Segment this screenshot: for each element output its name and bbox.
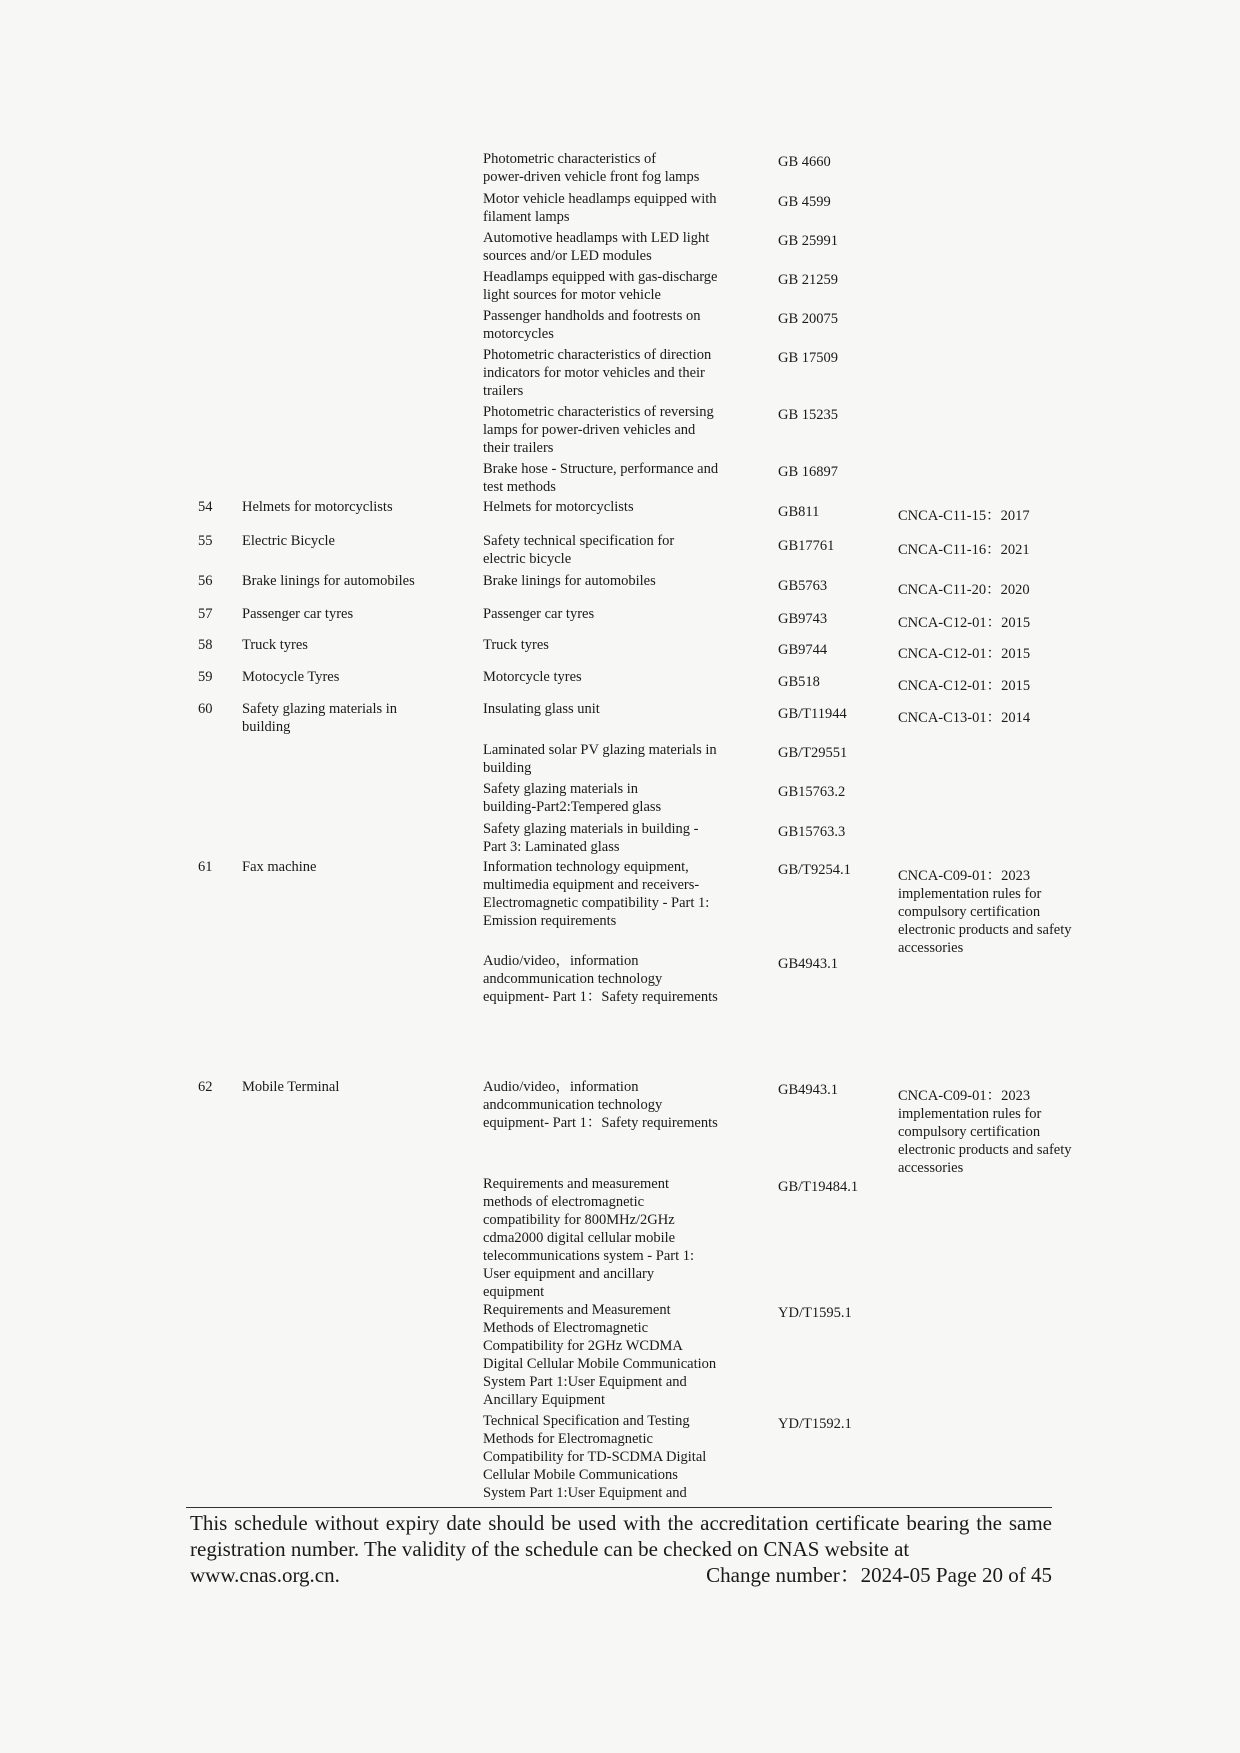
standard-code: GB5763 <box>778 578 828 594</box>
standard-name: Brake hose - Structure, performance and test methods <box>483 461 719 495</box>
standard-code: GB518 <box>778 674 820 690</box>
standard-name: Headlamps equipped with gas-discharge light sources for motor vehicle <box>483 269 718 303</box>
standard-name: Requirements and measurement methods of electromagnetic compatibility for 800MHz/2GHz cdma2000 digital cellular mobile telecommunications system - Part 1: User equipment and ancillary equipment <box>483 1176 695 1300</box>
standard-name: Audio/video，information andcommunication technology equipment- Part 1：Safety requirements <box>483 953 718 1005</box>
standard-code: GB 4660 <box>778 154 831 170</box>
standard-code: GB9743 <box>778 611 828 627</box>
implementation-rule: CNCA-C13-01：2014 <box>898 710 1031 726</box>
footer-last-line <box>190 1562 1052 1588</box>
standard-name: Motorcycle tyres <box>483 669 582 685</box>
footer-website: www.cnas.org.cn. <box>190 1563 340 1587</box>
standard-code: GB9744 <box>778 642 828 658</box>
standard-name: Audio/video，information andcommunication technology equipment- Part 1：Safety requirements <box>483 1079 718 1131</box>
row-number: 54 <box>198 499 213 515</box>
implementation-rule: CNCA-C09-01：2023 implementation rules for compulsory certification electronic products and safety accessories <box>898 1088 1072 1176</box>
product-name: Motocycle Tyres <box>242 669 340 685</box>
standard-name: Safety glazing materials in building - Part 3: Laminated glass <box>483 821 699 855</box>
standard-name: Information technology equipment, multimedia equipment and receivers- Electromagnetic compatibility - Part 1: Emission requirements <box>483 859 710 929</box>
implementation-rule: CNCA-C11-20：2020 <box>898 582 1030 598</box>
product-name: Helmets for motorcyclists <box>242 499 393 515</box>
standard-name: Automotive headlamps with LED light sources and/or LED modules <box>483 230 710 264</box>
standard-code: GB/T19484.1 <box>778 1179 859 1195</box>
standard-code: GB 21259 <box>778 272 839 288</box>
product-name: Electric Bicycle <box>242 533 335 549</box>
standard-name: Laminated solar PV glazing materials in building <box>483 742 717 776</box>
row-number: 60 <box>198 701 213 717</box>
standard-name: Insulating glass unit <box>483 701 600 717</box>
standard-name: Technical Specification and Testing Methods for Electromagnetic Compatibility for TD-SCDMA Digital Cellular Mobile Communications System Part 1:User Equipment and <box>483 1413 707 1501</box>
implementation-rule: CNCA-C12-01：2015 <box>898 646 1031 662</box>
implementation-rule: CNCA-C11-15：2017 <box>898 508 1030 524</box>
standard-code: GB4943.1 <box>778 1082 839 1098</box>
standard-code: GB 17509 <box>778 350 839 366</box>
footer-divider <box>186 1507 1052 1508</box>
product-name: Mobile Terminal <box>242 1079 340 1095</box>
standard-code: YD/T1595.1 <box>778 1305 852 1321</box>
row-number: 57 <box>198 606 213 622</box>
standard-code: GB 16897 <box>778 464 839 480</box>
product-name: Fax machine <box>242 859 317 875</box>
implementation-rule: CNCA-C12-01：2015 <box>898 678 1031 694</box>
row-number: 62 <box>198 1079 213 1095</box>
standard-code: GB/T11944 <box>778 706 847 722</box>
standard-name: Brake linings for automobiles <box>483 573 656 589</box>
standard-name: Passenger car tyres <box>483 606 595 622</box>
standard-code: GB 20075 <box>778 311 839 327</box>
standard-code: YD/T1592.1 <box>778 1416 852 1432</box>
standard-code: GB15763.3 <box>778 824 846 840</box>
standard-name: Helmets for motorcyclists <box>483 499 634 515</box>
footer-change-number: Change number：2024-05 Page 20 of 45 <box>706 1563 1052 1587</box>
standard-name: Safety technical specification for electric bicycle <box>483 533 675 567</box>
standard-name: Passenger handholds and footrests on motorcycles <box>483 308 701 342</box>
implementation-rule: CNCA-C11-16：2021 <box>898 542 1030 558</box>
footer-text: This schedule without expiry date should be used with the accreditation certificate bearing the same registration number. The validity of the schedule can be checked on CNAS website at <box>190 1511 1052 1561</box>
standard-name: Motor vehicle headlamps equipped with filament lamps <box>483 191 717 225</box>
standard-code: GB/T29551 <box>778 745 848 761</box>
product-name: Brake linings for automobiles <box>242 573 415 589</box>
row-number: 55 <box>198 533 213 549</box>
standard-code: GB17761 <box>778 538 835 554</box>
standard-name: Photometric characteristics of reversing lamps for power-driven vehicles and their trailers <box>483 404 714 456</box>
standard-code: GB811 <box>778 504 820 520</box>
standard-name: Photometric characteristics of direction indicators for motor vehicles and their trailers <box>483 347 712 399</box>
product-name: Truck tyres <box>242 637 308 653</box>
standard-code: GB 25991 <box>778 233 839 249</box>
standard-code: GB15763.2 <box>778 784 846 800</box>
standard-name: Requirements and Measurement Methods of Electromagnetic Compatibility for 2GHz WCDMA Digital Cellular Mobile Communication System Part 1:User Equipment and Ancillary Equipment <box>483 1302 717 1408</box>
product-name: Safety glazing materials in building <box>242 701 398 735</box>
standard-code: GB4943.1 <box>778 956 839 972</box>
standard-code: GB 15235 <box>778 407 839 423</box>
standard-code: GB/T9254.1 <box>778 862 851 878</box>
implementation-rule: CNCA-C12-01：2015 <box>898 615 1031 631</box>
standard-name: Truck tyres <box>483 637 549 653</box>
row-number: 59 <box>198 669 213 685</box>
standard-name: Photometric characteristics of power-driven vehicle front fog lamps <box>483 151 700 185</box>
implementation-rule: CNCA-C09-01：2023 implementation rules for compulsory certification electronic products and safety accessories <box>898 868 1072 956</box>
standard-name: Safety glazing materials in building-Part2:Tempered glass <box>483 781 662 815</box>
standard-code: GB 4599 <box>778 194 831 210</box>
row-number: 61 <box>198 859 213 875</box>
product-name: Passenger car tyres <box>242 606 354 622</box>
footer <box>190 1510 1052 1588</box>
row-number: 58 <box>198 637 213 653</box>
row-number: 56 <box>198 573 213 589</box>
